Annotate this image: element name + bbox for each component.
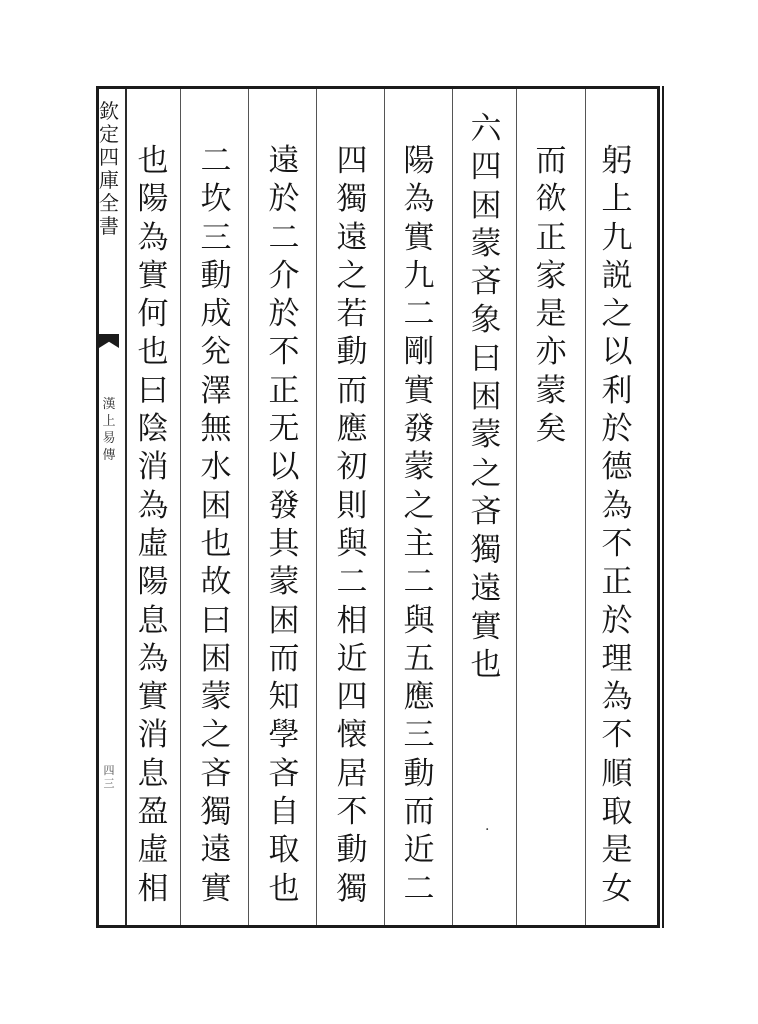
text-column-3: 六 四 困 蒙 吝 象 曰 困 蒙 之 吝 獨 遠 實 也 bbox=[470, 111, 502, 684]
chapter-title: 漢 上 易 傳 bbox=[102, 397, 116, 463]
column-rule bbox=[316, 89, 317, 925]
text-column-1: 躬 上 九 説 之 以 利 於 德 為 不 正 於 理 為 不 順 取 是 女 bbox=[601, 143, 633, 907]
column-rule bbox=[585, 89, 586, 925]
ink-dot: · bbox=[485, 822, 490, 838]
text-column-6: 遠 於 二 介 於 不 正 无 以 發 其 蒙 困 而 知 學 吝 自 取 也 bbox=[268, 143, 300, 907]
text-column-2: 而 欲 正 家 是 亦 蒙 矣 bbox=[535, 143, 567, 448]
margin-rule bbox=[125, 89, 127, 925]
column-rule bbox=[248, 89, 249, 925]
text-column-4: 陽 為 實 九 二 剛 實 發 蒙 之 主 二 與 五 應 三 動 而 近 二 bbox=[403, 143, 435, 907]
text-column-8: 也 陽 為 實 何 也 曰 陰 消 為 虛 陽 息 為 實 消 息 盈 虛 相 bbox=[137, 143, 169, 907]
book-title: 欽 定 四 庫 全 書 bbox=[99, 99, 119, 238]
text-column-5: 四 獨 遠 之 若 動 而 應 初 則 與 二 相 近 四 懐 居 不 動 獨 bbox=[336, 143, 368, 907]
column-rule bbox=[384, 89, 385, 925]
frame-outer-rule bbox=[662, 86, 664, 928]
column-rule bbox=[180, 89, 181, 925]
column-rule bbox=[516, 89, 517, 925]
column-rule bbox=[452, 89, 453, 925]
text-column-7: 二 坎 三 動 成 兊 澤 無 水 困 也 故 曰 困 蒙 之 吝 獨 遠 實 bbox=[200, 143, 232, 907]
page-number: 四三 bbox=[103, 764, 115, 790]
